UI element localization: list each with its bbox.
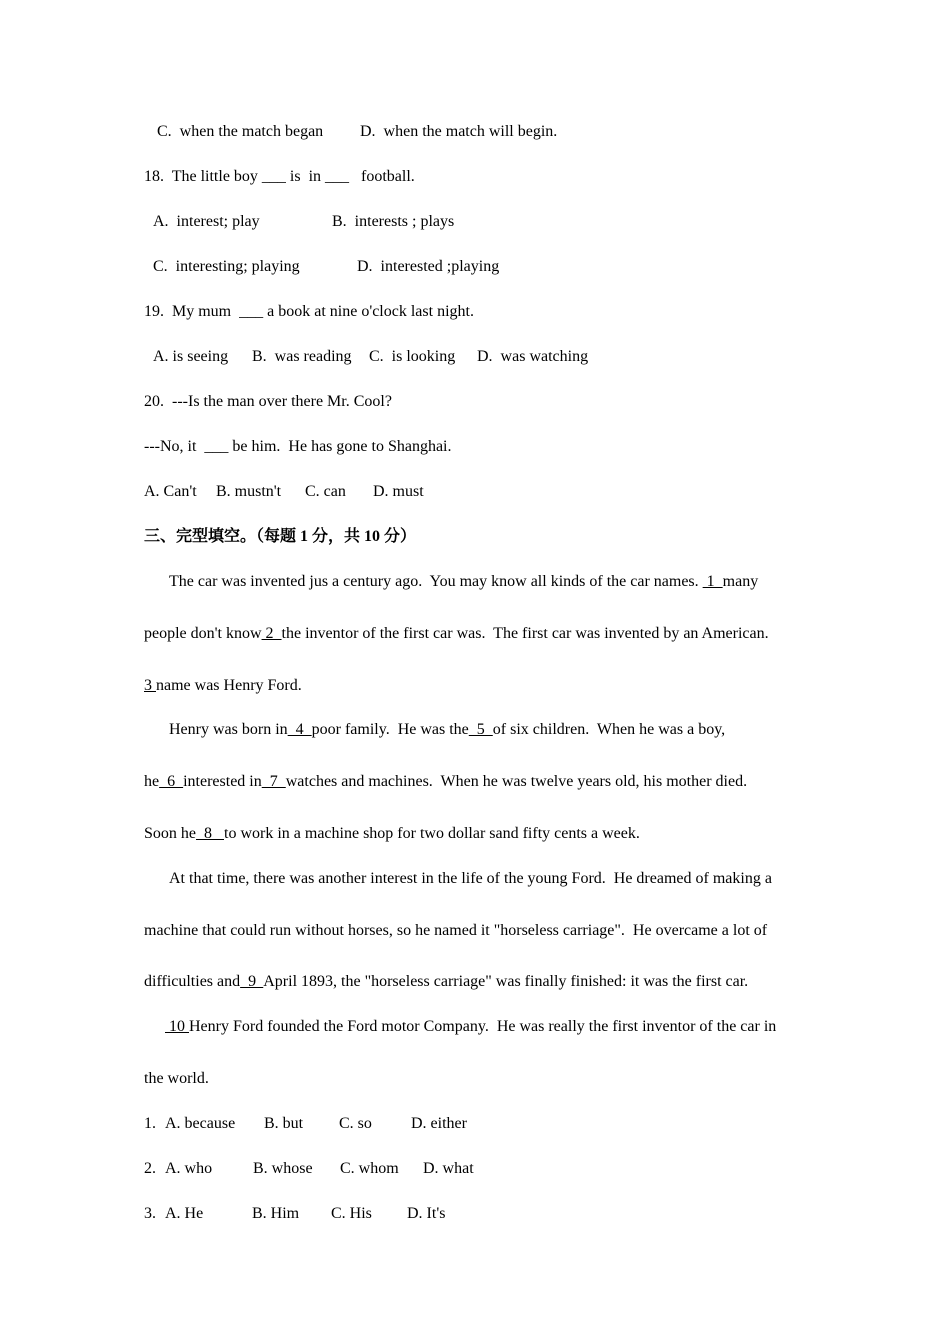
blank-3: 3 <box>144 677 156 694</box>
cloze-option-a: A. because <box>165 1115 236 1132</box>
cloze-option-c: C. whom <box>340 1160 399 1177</box>
q18-option-c: C. interesting; playing <box>153 258 300 275</box>
q17-option-c: C. when the match began <box>157 123 324 140</box>
cloze-option-b: B. Him <box>252 1205 300 1222</box>
q19-option-d: D. was watching <box>477 348 589 365</box>
cloze-option-b: B. whose <box>253 1160 313 1177</box>
cloze-option-d: D. either <box>411 1115 467 1132</box>
passage-line: The car was invented jus a century ago. You may know all kinds of the car names. 1 many <box>169 573 759 590</box>
q20-option-b: B. mustn't <box>216 483 282 500</box>
passage-line: the world. <box>144 1070 209 1087</box>
blank-4: 4 <box>287 721 312 738</box>
cloze-option-d: D. It's <box>407 1205 446 1222</box>
cloze-option-number: 1. <box>144 1115 156 1132</box>
q20-option-c: C. can <box>305 483 346 500</box>
passage-line: he 6 interested in 7 watches and machines. When he was twelve years old, his mother died. <box>144 773 748 790</box>
q19-stem: 19. My mum ___ a book at nine o'clock last night. <box>144 303 474 320</box>
cloze-option-a: A. He <box>165 1205 204 1222</box>
q18-option-d: D. interested ;playing <box>357 258 500 275</box>
passage-line: Soon he 8 to work in a machine shop for two dollar sand fifty cents a week. <box>144 825 640 842</box>
q19-option-b: B. was reading <box>252 348 352 365</box>
q18-option-b: B. interests ; plays <box>332 213 455 230</box>
blank-10: 10 <box>165 1018 189 1035</box>
blank-1: 1 <box>702 573 723 590</box>
passage-line: 3 name was Henry Ford. <box>144 677 302 694</box>
q20-option-a: A. Can't <box>144 483 197 500</box>
blank-8: 8 <box>196 825 224 842</box>
passage-line: At that time, there was another interest in the life of the young Ford. He dreamed of making a <box>169 870 772 887</box>
passage-line: difficulties and 9 April 1893, the "horseless carriage" was finally finished: it was the first car. <box>144 973 749 990</box>
cloze-option-a: A. who <box>165 1160 213 1177</box>
cloze-option-number: 2. <box>144 1160 156 1177</box>
q19-option-c: C. is looking <box>369 348 456 365</box>
q18-stem: 18. The little boy ___ is in ___ football. <box>144 168 415 185</box>
blank-9: 9 <box>240 973 264 990</box>
section-heading: 三、完型填空。（每题 1 分，共 10 分） <box>144 528 417 545</box>
passage-line: machine that could run without horses, so he named it "horseless carriage". He overcame a lot of <box>144 922 768 939</box>
q19-option-a: A. is seeing <box>153 348 229 365</box>
q20-stem-answer: ---No, it ___ be him. He has gone to Shanghai. <box>144 438 452 455</box>
blank-2: 2 <box>261 625 282 642</box>
q17-option-d: D. when the match will begin. <box>360 123 558 140</box>
passage-line: people don't know 2 the inventor of the first car was. The first car was invented by an American. <box>144 625 769 642</box>
cloze-option-c: C. so <box>339 1115 372 1132</box>
blank-7: 7 <box>261 773 286 790</box>
passage-line: 10 Henry Ford founded the Ford motor Company. He was really the first inventor of the car in <box>165 1018 777 1035</box>
cloze-option-b: B. but <box>264 1115 304 1132</box>
blank-6: 6 <box>159 773 184 790</box>
cloze-option-number: 3. <box>144 1205 156 1222</box>
q18-option-a: A. interest; play <box>153 213 260 230</box>
q20-stem-question: 20. ---Is the man over there Mr. Cool? <box>144 393 392 410</box>
cloze-option-c: C. His <box>331 1205 372 1222</box>
cloze-option-d: D. what <box>423 1160 474 1177</box>
blank-5: 5 <box>468 721 493 738</box>
q20-option-d: D. must <box>373 483 424 500</box>
passage-line: Henry was born in 4 poor family. He was the 5 of six children. When he was a boy, <box>169 721 726 738</box>
